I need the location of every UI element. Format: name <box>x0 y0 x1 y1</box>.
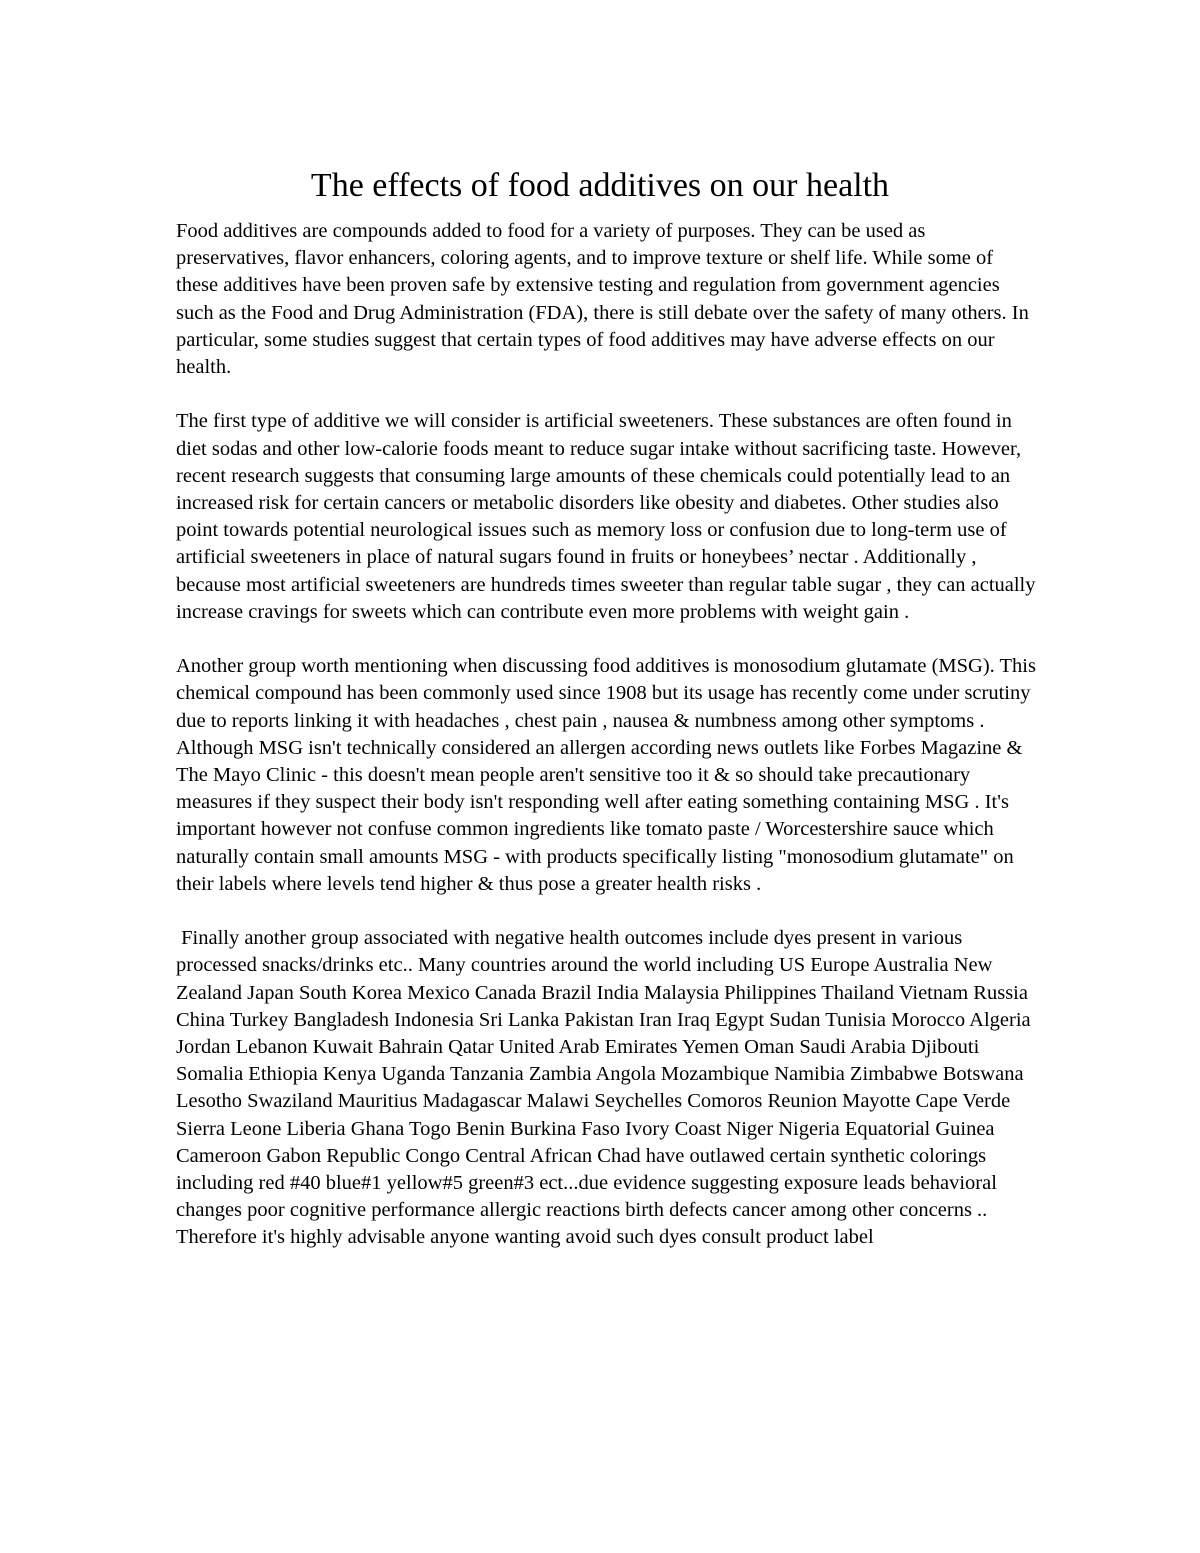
paragraph-msg: Another group worth mentioning when discussing food additives is monosodium glutamate (MSG). This chemical compound has been commonly used since 1908 but its usage has recently come under scrutiny due to reports linking it with headaches , chest pain , nausea & numbness among other symptoms . Although MSG isn't technically considered an allergen according news outlets like Forbes Magazine & The Mayo Clinic - this doesn't mean people aren't sensitive too it & so should take precautionary measures if they suspect their body isn't responding well after eating something containing MSG . It's important however not confuse common ingredients like tomato paste / Worcestershire sauce which naturally contain small amounts MSG - with products specifically listing "monosodium glutamate" on their labels where levels tend higher & thus pose a greater health risks . <box>176 655 1042 895</box>
paragraph-dyes: Finally another group associated with negative health outcomes include dyes present in various processed snacks/drinks etc.. Many countries around the world including US Europe Australia New Zealand Japan South Korea Mexico Canada Brazil India Malaysia Philippines Thailand Vietnam Russia China Turkey Bangladesh Indonesia Sri Lanka Pakistan Iran Iraq Egypt Sudan Tunisia Morocco Algeria Jordan Lebanon Kuwait Bahrain Qatar United Arab Emirates Yemen Oman Saudi Arabia Djibouti Somalia Ethiopia Kenya Uganda Tanzania Zambia Angola Mozambique Namibia Zimbabwe Botswana Lesotho Swaziland Mauritius Madagascar Malawi Seychelles Comoros Reunion Mayotte Cape Verde Sierra Leone Liberia Ghana Togo Benin Burkina Faso Ivory Coast Niger Nigeria Equatorial Guinea Cameroon Gabon Republic Congo Central African Chad have outlawed certain synthetic colorings including red #40 blue#1 yellow#5 green#3 ect...due evidence suggesting exposure leads behavioral changes poor cognitive performance allergic reactions birth defects cancer among other concerns .. Therefore it's highly advisable anyone wanting avoid such dyes consult product label <box>176 927 1036 1249</box>
document-title: The effects of food additives on our health <box>310 167 890 204</box>
paragraph-intro: Food additives are compounds added to food for a variety of purposes. They can be used as preservatives, flavor enhancers, coloring agents, and to improve texture or shelf life. While some of these additives have been proven safe by extensive testing and regulation from government agencies such as the Food and Drug Administration (FDA), there is still debate over the safety of many others. In particular, some studies suggest that certain types of food additives may have adverse effects on our health. <box>176 220 1034 379</box>
document-body <box>176 218 1042 1252</box>
paragraph-artificial-sweeteners: The first type of additive we will consider is artificial sweeteners. These substances are often found in diet sodas and other low-calorie foods meant to reduce sugar intake without sacrificing taste. However, recent research suggests that consuming large amounts of these chemicals could potentially lead to an increased risk for certain cancers or metabolic disorders like obesity and diabetes. Other studies also point towards potential neurological issues such as memory loss or confusion due to long-term use of artificial sweeteners in place of natural sugars found in fruits or honeybees’ nectar . Additionally , because most artificial sweeteners are hundreds times sweeter than regular table sugar , they can actually increase cravings for sweets which can contribute even more problems with weight gain . <box>176 410 1041 623</box>
